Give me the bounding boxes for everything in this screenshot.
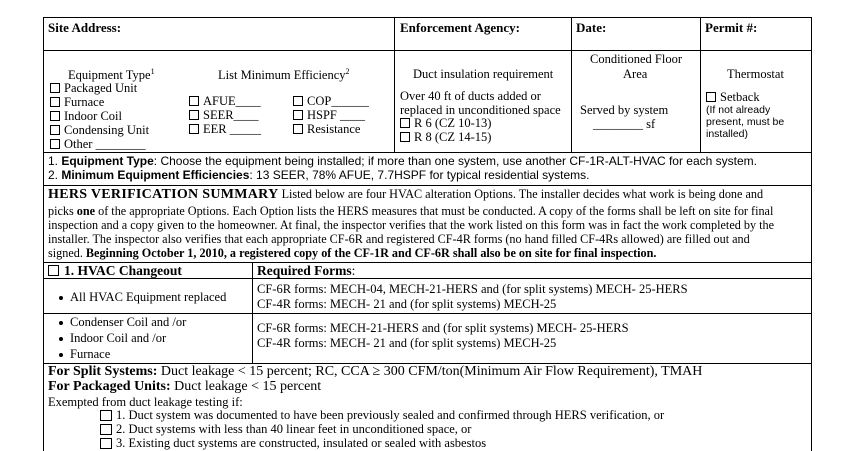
cop-checkbox[interactable] (293, 96, 303, 106)
conditioned-floor-heading: Conditioned Floor (590, 52, 683, 66)
header-row-divider (43, 50, 812, 51)
hers-summary-line: inspection and a copy given to the homeowner. At final, the inspector verifies that the work listed on this form was in fact the work completed by the (48, 218, 774, 232)
footnote-min-efficiency: 2. Minimum Equipment Efficiencies: 13 SEER, 78% AFUE, 7.7HSPF for typical residential systems. (48, 168, 590, 182)
indoor-coil-checkbox[interactable] (50, 111, 60, 121)
row2-cf4r-forms: CF-4R forms: MECH- 21 and (for split systems) MECH-25 (257, 336, 557, 350)
furnace-checkbox[interactable] (50, 97, 60, 107)
r8-label: R 8 (CZ 14-15) (414, 130, 492, 144)
served-sf-field[interactable]: ________ sf (593, 117, 656, 131)
packaged-unit-checkbox[interactable] (50, 83, 60, 93)
equipment-option-label: Indoor Coil (64, 109, 122, 123)
r8-checkbox[interactable] (400, 132, 410, 142)
conditioned-area-heading: Area (623, 67, 648, 81)
option-title-divider (43, 278, 812, 279)
seer-checkbox[interactable] (189, 110, 199, 120)
setback-note-line: present, must be (706, 116, 785, 128)
equipment-option-label: Packaged Unit (64, 81, 138, 95)
equipment-option-label: Other ________ (64, 137, 146, 151)
bullet-icon (59, 296, 63, 300)
exemption-item: 2. Duct systems with less than 40 linear feet in unconditioned space, or (116, 422, 472, 436)
exemption-heading: Exempted from duct leakage testing if: (48, 395, 243, 409)
table-top-border (43, 17, 812, 18)
hspf-label: HSPF ____ (307, 108, 366, 122)
exemption-item: 1. Duct system was documented to have been previously sealed and confirmed through HERS verification, or (116, 408, 665, 422)
bullet-icon (59, 353, 63, 357)
equipment-row-divider (43, 152, 812, 153)
site-address-label: Site Address: (48, 20, 122, 35)
hers-summary-line: picks one of the appropriate Options. Each Option lists the HERS measures that must be conducted. A copy of the forms shall be left on site for final (48, 204, 774, 218)
row2-label: Indoor Coil and /or (70, 331, 167, 345)
exemption-1-checkbox[interactable] (100, 410, 112, 421)
thermostat-heading: Thermostat (727, 67, 784, 81)
row2-cf6r-forms: CF-6R forms: MECH-21-HERS and (for split systems) MECH- 25-HERS (257, 321, 629, 335)
option-row1-divider (43, 313, 812, 314)
setback-checkbox[interactable] (706, 92, 716, 102)
hvac-changeout-checkbox[interactable] (48, 265, 59, 276)
col-divider-duct (394, 17, 395, 152)
hvac-changeout-title: 1. HVAC Changeout (64, 263, 182, 278)
bullet-icon (59, 337, 63, 341)
afue-checkbox[interactable] (189, 96, 199, 106)
hspf-checkbox[interactable] (293, 110, 303, 120)
setback-note-line: installed) (706, 128, 749, 140)
date-label: Date: (576, 20, 607, 35)
afue-label: AFUE____ (203, 94, 261, 108)
cop-label: COP______ (307, 94, 369, 108)
duct-line2: replaced in unconditioned space (400, 103, 561, 117)
duct-line1: Over 40 ft of ducts added or (400, 89, 541, 103)
split-systems-requirement: For Split Systems: Duct leakage < 15 percent; RC, CCA ≥ 300 CFM/ton(Minimum Air Flow Requirement), TMAH (48, 364, 703, 379)
r6-checkbox[interactable] (400, 118, 410, 128)
footnote-divider (43, 185, 812, 186)
row1-cf4r-forms: CF-4R forms: MECH- 21 and (for split systems) MECH-25 (257, 297, 557, 311)
duct-insulation-heading: Duct insulation requirement (413, 67, 554, 81)
all-hvac-replaced-label: All HVAC Equipment replaced (70, 290, 227, 304)
other-checkbox[interactable] (50, 139, 60, 149)
col-divider-floor (571, 17, 572, 152)
hers-summary-line: installer. The inspector also verifies that each appropriate CF-6R and registered CF-4R forms (no hand filled CF-4Rs allowed) are filled out and (48, 232, 750, 246)
eer-label: EER _____ (203, 122, 261, 136)
footnote-equipment-type: 1. Equipment Type: Choose the equipment being installed; if more than one system, use another CF-1R-ALT-HVAC for each system. (48, 154, 757, 168)
hers-summary-line: signed. Beginning October 1, 2010, a registered copy of the CF-1R and CF-6R shall also be on site for final inspection. (48, 246, 657, 260)
table-right-border (811, 17, 812, 451)
r6-label: R 6 (CZ 10-13) (414, 116, 492, 130)
equipment-option-label: Condensing Unit (64, 123, 150, 137)
resistance-checkbox[interactable] (293, 124, 303, 134)
table-left-border (43, 17, 44, 451)
seer-label: SEER____ (203, 108, 259, 122)
exemption-item: 3. Existing duct systems are constructed, insulated or sealed with asbestos (116, 436, 487, 450)
bullet-icon (59, 321, 63, 325)
permit-label: Permit #: (705, 20, 758, 35)
eer-checkbox[interactable] (189, 124, 199, 134)
list-min-efficiency-heading: List Minimum Efficiency$^2$ (218, 67, 350, 83)
hers-summary-line: HERS VERIFICATION SUMMARY Listed below are four HVAC alteration Options. The installer decides what work is being done and (48, 187, 764, 202)
enforcement-agency-label: Enforcement Agency: (400, 20, 520, 35)
row1-cf6r-forms: CF-6R forms: MECH-04, MECH-21-HERS and (for split systems) MECH- 25-HERS (257, 282, 688, 296)
row2-label: Furnace (70, 347, 111, 361)
col-divider-forms (252, 262, 253, 363)
equipment-type-heading: Equipment Type$^1$ (68, 67, 155, 83)
required-forms-heading: Required Forms: (257, 263, 356, 278)
served-by-system-label: Served by system (580, 103, 669, 117)
condensing-unit-checkbox[interactable] (50, 125, 60, 135)
setback-note-line: (If not already (706, 104, 771, 116)
equipment-option-label: Furnace (64, 95, 105, 109)
exemption-2-checkbox[interactable] (100, 424, 112, 435)
row2-label: Condenser Coil and /or (70, 315, 187, 329)
exemption-3-checkbox[interactable] (100, 438, 112, 449)
setback-label: Setback (720, 90, 760, 104)
col-divider-thermostat (700, 17, 701, 152)
resistance-label: Resistance (307, 122, 361, 136)
packaged-units-requirement: For Packaged Units: Duct leakage < 15 percent (48, 379, 322, 394)
